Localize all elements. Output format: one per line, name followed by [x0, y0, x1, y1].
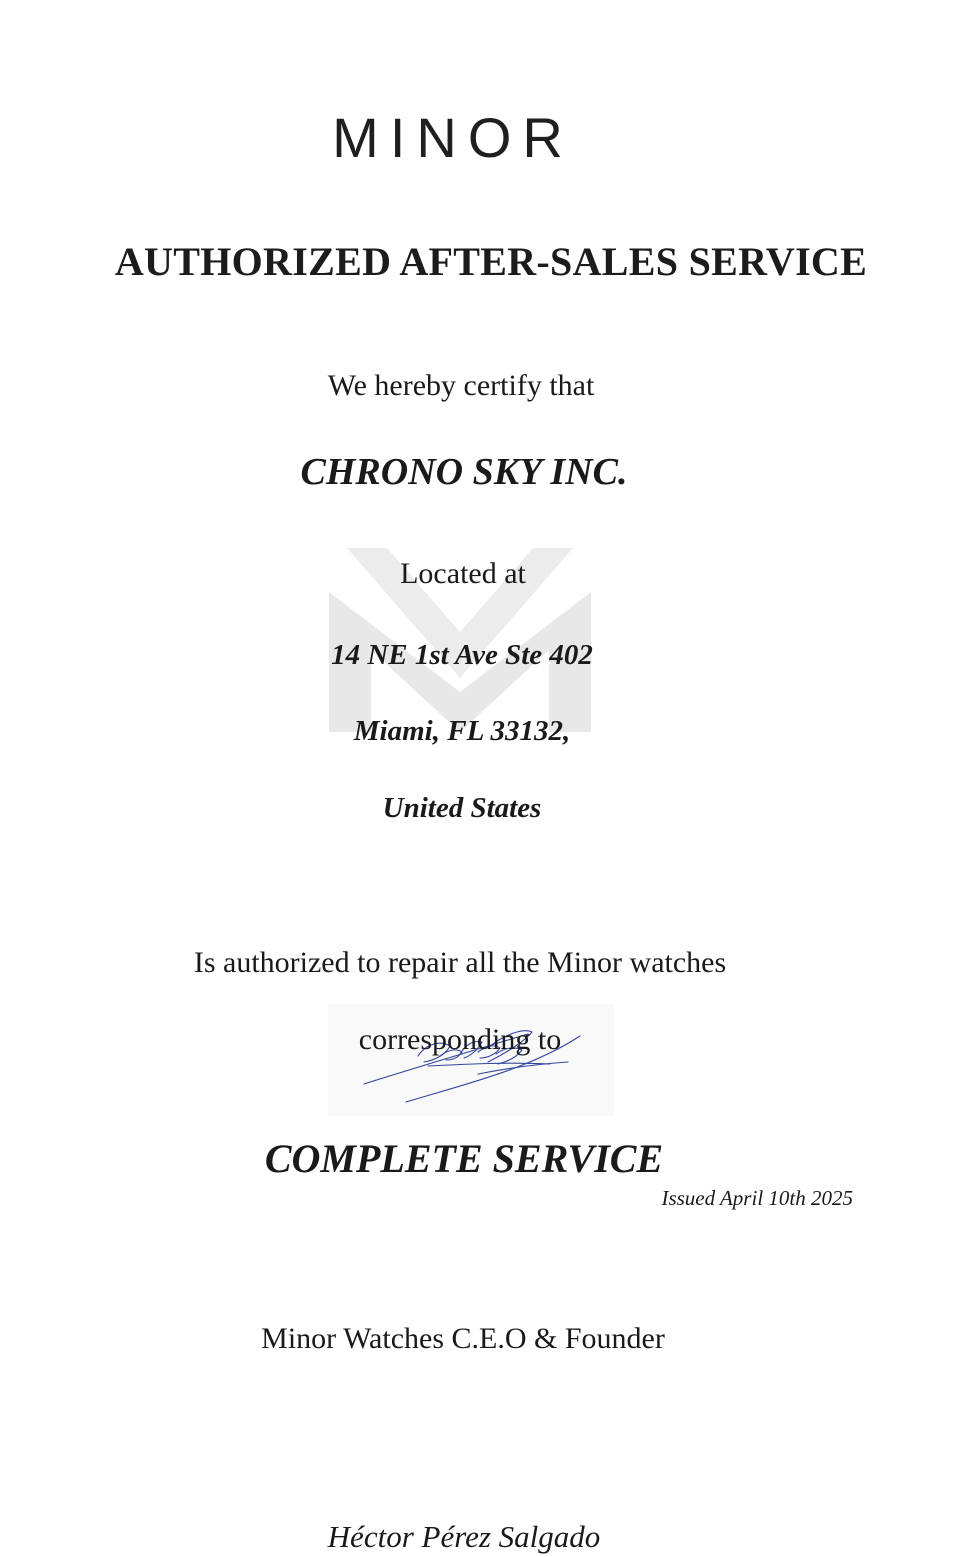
authorization-line-2: corresponding to [358, 1023, 562, 1056]
address-line-1: 14 NE 1st Ave Ste 402 [331, 639, 593, 671]
brand-logo: MINOR [332, 106, 574, 169]
company-name: CHRONO SKY INC. [300, 451, 628, 493]
signatory-name: Héctor Pérez Salgado [327, 1519, 601, 1554]
address-line-3: United States [382, 792, 542, 824]
certify-line: We hereby certify that [327, 369, 595, 402]
address-line-2: Miami, FL 33132, [353, 715, 571, 747]
signatory-title: Minor Watches C.E.O & Founder [261, 1322, 665, 1355]
certificate-heading: AUTHORIZED AFTER-SALES SERVICE [114, 239, 868, 284]
authorization-line-1: Is authorized to repair all the Minor watches [193, 946, 727, 979]
service-level: COMPLETE SERVICE [264, 1136, 664, 1181]
located-line: Located at [400, 557, 526, 590]
issued-date: Issued April 10th 2025 [661, 1186, 853, 1210]
